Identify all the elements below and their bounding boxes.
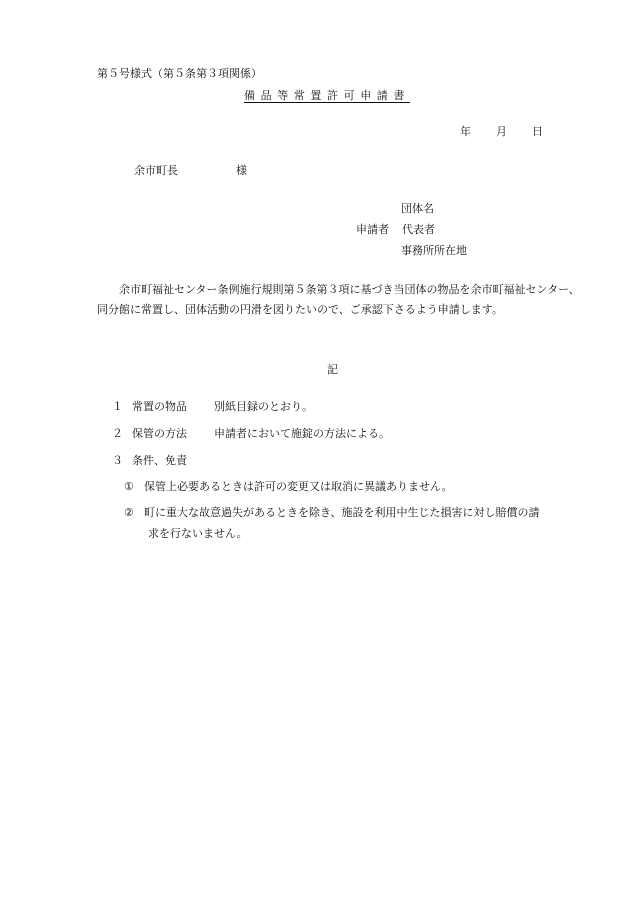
- group-name-label: 団体名: [401, 202, 434, 215]
- condition-mark: ①: [124, 480, 134, 493]
- body-paragraph: 余市町福祉センター条例施行規則第５条第３項に基づき当団体の物品を余市町福祉センター、同分館に常置し、団体活動の円滑を図りたいので、ご承認下さるよう申請します。: [97, 283, 580, 316]
- item-value: 別紙目録のとおり。: [214, 400, 313, 413]
- document-title: 備品等常置許可申請書: [244, 89, 410, 102]
- applicant-label: 申請者: [356, 223, 389, 236]
- form-number: 第５号様式（第５条第３項関係）: [97, 67, 262, 80]
- condition-item: [124, 481, 453, 492]
- ki-heading: 記: [327, 363, 338, 376]
- date-line: [460, 126, 543, 137]
- list-item: [112, 455, 187, 466]
- condition-item: [124, 507, 540, 518]
- condition-text: 保管上必要あるときは許可の変更又は取消に異議ありません。: [144, 480, 453, 493]
- addressee: [134, 165, 247, 176]
- item-number: ３: [112, 454, 123, 467]
- item-number: ２: [112, 427, 123, 440]
- list-item: [112, 428, 390, 439]
- date-year-label: 年: [460, 125, 471, 138]
- date-day-label: 日: [532, 125, 543, 138]
- applicant-line: [356, 224, 435, 235]
- item-value: 申請者において施錠の方法による。: [214, 427, 390, 440]
- item-number: １: [112, 400, 123, 413]
- condition-text: 町に重大な故意過失があるときを除き、施設を利用中生じた損害に対し賠償の請: [144, 506, 540, 519]
- date-month-label: 月: [496, 125, 507, 138]
- condition-text-continuation: 求を行ないません。: [148, 527, 248, 540]
- addressee-name: 余市町長: [134, 164, 178, 177]
- item-label: 条件、免責: [132, 454, 187, 467]
- representative-label: 代表者: [402, 223, 435, 236]
- office-address-label: 事務所所在地: [401, 244, 467, 257]
- condition-mark: ②: [124, 506, 134, 519]
- addressee-honorific: 様: [236, 164, 247, 177]
- list-item: [112, 401, 313, 412]
- item-label: 常置の物品: [132, 400, 187, 413]
- item-label: 保管の方法: [132, 427, 187, 440]
